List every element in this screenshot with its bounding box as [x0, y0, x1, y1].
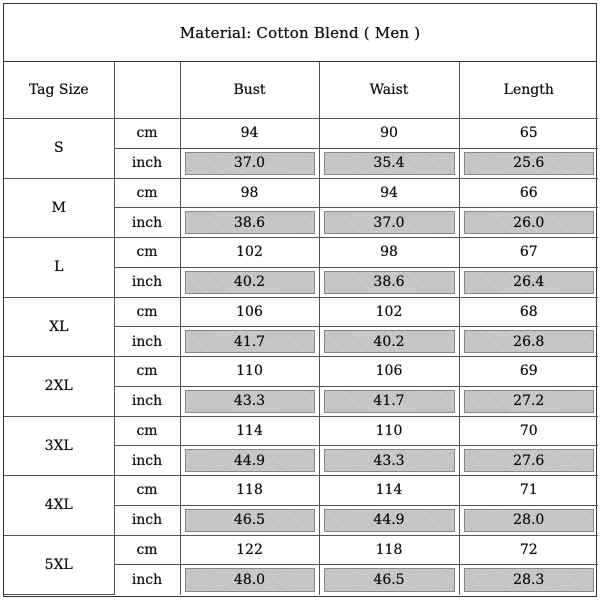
bust-inch-cell — [180, 386, 319, 416]
waist-inch-value: 35.4 — [373, 155, 405, 172]
waist-cm-value: 98 — [319, 238, 459, 268]
table-row-cm — [4, 357, 598, 387]
unit-cm-label: cm — [114, 297, 180, 327]
bust-inch-value: 48.0 — [233, 571, 266, 588]
size-label: L — [4, 238, 114, 298]
unit-cm-label: cm — [114, 119, 180, 149]
bust-inch-cell — [180, 327, 319, 357]
unit-inch-label: inch — [114, 208, 180, 238]
waist-inch-cell — [319, 327, 459, 357]
length-cm-value: 68 — [459, 297, 598, 327]
bust-cm-value: 102 — [180, 238, 319, 268]
bust-inch-cell — [180, 267, 319, 297]
table-row-cm — [4, 416, 598, 446]
length-inch-value: 28.3 — [513, 571, 545, 588]
waist-inch-cell — [319, 208, 459, 238]
length-cm-value: 67 — [459, 238, 598, 268]
waist-inch-cell — [319, 386, 459, 416]
size-label: 2XL — [4, 357, 114, 417]
header-tag-size: Tag Size — [4, 62, 114, 119]
table-row-cm — [4, 476, 598, 506]
bust-inch-value: 43.3 — [233, 393, 266, 410]
waist-cm-value: 102 — [319, 297, 459, 327]
unit-inch-label: inch — [114, 327, 180, 357]
size-table — [4, 62, 598, 595]
unit-cm-label: cm — [114, 178, 180, 208]
waist-inch-value: 38.6 — [373, 274, 405, 291]
length-inch-value: 26.4 — [513, 274, 545, 291]
length-inch-value: 26.8 — [513, 333, 545, 350]
bust-inch-cell — [180, 446, 319, 476]
size-chart — [3, 3, 597, 597]
unit-cm-label: cm — [114, 357, 180, 387]
waist-inch-value: 37.0 — [373, 214, 405, 231]
unit-inch-label: inch — [114, 565, 180, 595]
waist-inch-cell — [319, 446, 459, 476]
unit-inch-label: inch — [114, 148, 180, 178]
waist-inch-value: 46.5 — [373, 571, 405, 588]
bust-inch-value: 46.5 — [233, 512, 266, 529]
waist-cm-value: 114 — [319, 476, 459, 506]
waist-inch-value: 43.3 — [373, 452, 405, 469]
chart-title: Material: Cotton Blend ( Men ) — [4, 4, 596, 62]
header-bust: Bust — [180, 62, 319, 119]
length-inch-value: 28.0 — [513, 512, 545, 529]
bust-cm-value: 122 — [180, 535, 319, 565]
length-inch-value: 27.6 — [513, 452, 545, 469]
size-label: 3XL — [4, 416, 114, 476]
waist-cm-value: 90 — [319, 119, 459, 149]
bust-inch-value: 41.7 — [233, 333, 266, 350]
waist-cm-value: 106 — [319, 357, 459, 387]
table-row-cm — [4, 238, 598, 268]
waist-inch-cell — [319, 148, 459, 178]
bust-cm-value: 110 — [180, 357, 319, 387]
length-inch-cell — [459, 446, 598, 476]
bust-inch-cell — [180, 565, 319, 595]
size-label: 5XL — [4, 535, 114, 595]
bust-inch-cell — [180, 505, 319, 535]
waist-inch-value: 44.9 — [373, 512, 405, 529]
length-inch-cell — [459, 208, 598, 238]
bust-cm-value: 118 — [180, 476, 319, 506]
length-cm-value: 71 — [459, 476, 598, 506]
length-inch-cell — [459, 267, 598, 297]
bust-cm-value: 114 — [180, 416, 319, 446]
header-row — [4, 62, 598, 119]
length-cm-value: 65 — [459, 119, 598, 149]
length-inch-value: 26.0 — [513, 214, 545, 231]
unit-cm-label: cm — [114, 416, 180, 446]
waist-inch-cell — [319, 565, 459, 595]
length-inch-value: 25.6 — [513, 155, 545, 172]
table-body — [4, 119, 598, 595]
header-length: Length — [459, 62, 598, 119]
header-waist: Waist — [319, 62, 459, 119]
waist-inch-value: 40.2 — [373, 333, 405, 350]
bust-cm-value: 106 — [180, 297, 319, 327]
length-cm-value: 69 — [459, 357, 598, 387]
bust-inch-value: 38.6 — [233, 214, 266, 231]
table-row-cm — [4, 535, 598, 565]
unit-inch-label: inch — [114, 446, 180, 476]
table-row-cm — [4, 178, 598, 208]
table-row-cm — [4, 297, 598, 327]
waist-inch-cell — [319, 267, 459, 297]
length-cm-value: 72 — [459, 535, 598, 565]
bust-inch-cell — [180, 208, 319, 238]
bust-inch-value: 44.9 — [233, 452, 266, 469]
length-inch-value: 27.2 — [513, 393, 545, 410]
unit-inch-label: inch — [114, 505, 180, 535]
waist-cm-value: 118 — [319, 535, 459, 565]
table-row-cm — [4, 119, 598, 149]
header-unit — [114, 62, 180, 119]
size-label: S — [4, 119, 114, 179]
waist-cm-value: 110 — [319, 416, 459, 446]
waist-cm-value: 94 — [319, 178, 459, 208]
length-inch-cell — [459, 505, 598, 535]
length-cm-value: 70 — [459, 416, 598, 446]
waist-inch-value: 41.7 — [373, 393, 405, 410]
size-label: 4XL — [4, 476, 114, 536]
bust-cm-value: 94 — [180, 119, 319, 149]
length-cm-value: 66 — [459, 178, 598, 208]
unit-cm-label: cm — [114, 238, 180, 268]
bust-inch-value: 37.0 — [233, 155, 266, 172]
size-label: XL — [4, 297, 114, 357]
unit-cm-label: cm — [114, 476, 180, 506]
bust-inch-value: 40.2 — [233, 274, 266, 291]
bust-cm-value: 98 — [180, 178, 319, 208]
unit-cm-label: cm — [114, 535, 180, 565]
waist-inch-cell — [319, 505, 459, 535]
unit-inch-label: inch — [114, 386, 180, 416]
length-inch-cell — [459, 565, 598, 595]
length-inch-cell — [459, 386, 598, 416]
length-inch-cell — [459, 327, 598, 357]
size-label: M — [4, 178, 114, 238]
unit-inch-label: inch — [114, 267, 180, 297]
bust-inch-cell — [180, 148, 319, 178]
length-inch-cell — [459, 148, 598, 178]
